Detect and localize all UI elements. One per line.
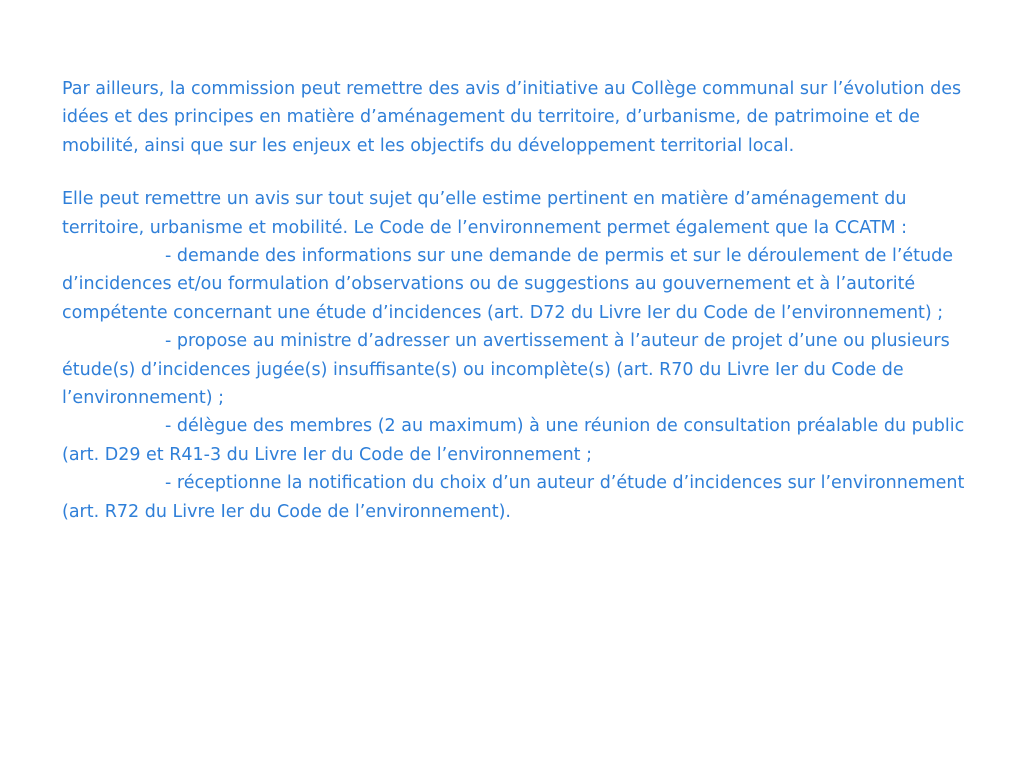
bullet-item-avertissement: - propose au ministre d’adresser un avertissement à l’auteur de projet d’une ou plusieurs étude(s) d’incidences jugée(s) insuffisante(s) ou incomplète(s) (art. R70 du Livre Ier du Code de l’environnement) ; xyxy=(62,331,950,409)
intro-paragraph: Par ailleurs, la commission peut remettre des avis d’initiative au Collège communal sur l’évolution des idées et des principes en matière d’aménagement du territoire, d’urbanisme, de patrimoine et de mobilité, ainsi que sur les enjeux et les objectifs du développement territorial local. xyxy=(62,79,962,156)
slide-body xyxy=(62,75,972,526)
ccatm-paragraph: Elle peut remettre un avis sur tout sujet qu’elle estime pertinent en matière d’aménagement du territoire, urbanisme et mobilité. Le Code de l’environnement permet également que la CCATM : xyxy=(62,189,908,238)
bullet-item-informations: - demande des informations sur une demande de permis et sur le déroulement de l’étude d’incidences et/ou formulation d’observations ou de suggestions au gouvernement et à l’autorité compétente concernant une étude d’incidences (art. D72 du Livre Ier du Code de l’environnement) ; xyxy=(62,246,953,323)
bullet-item-notification: - réceptionne la notification du choix d’un auteur d’étude d’incidences sur l’environnement (art. R72 du Livre Ier du Code de l’environnement). xyxy=(62,473,965,522)
bullet-item-delegation: - délègue des membres (2 au maximum) à une réunion de consultation préalable du public (art. D29 et R41-3 du Livre Ier du Code de l’environnement ; xyxy=(62,416,965,465)
